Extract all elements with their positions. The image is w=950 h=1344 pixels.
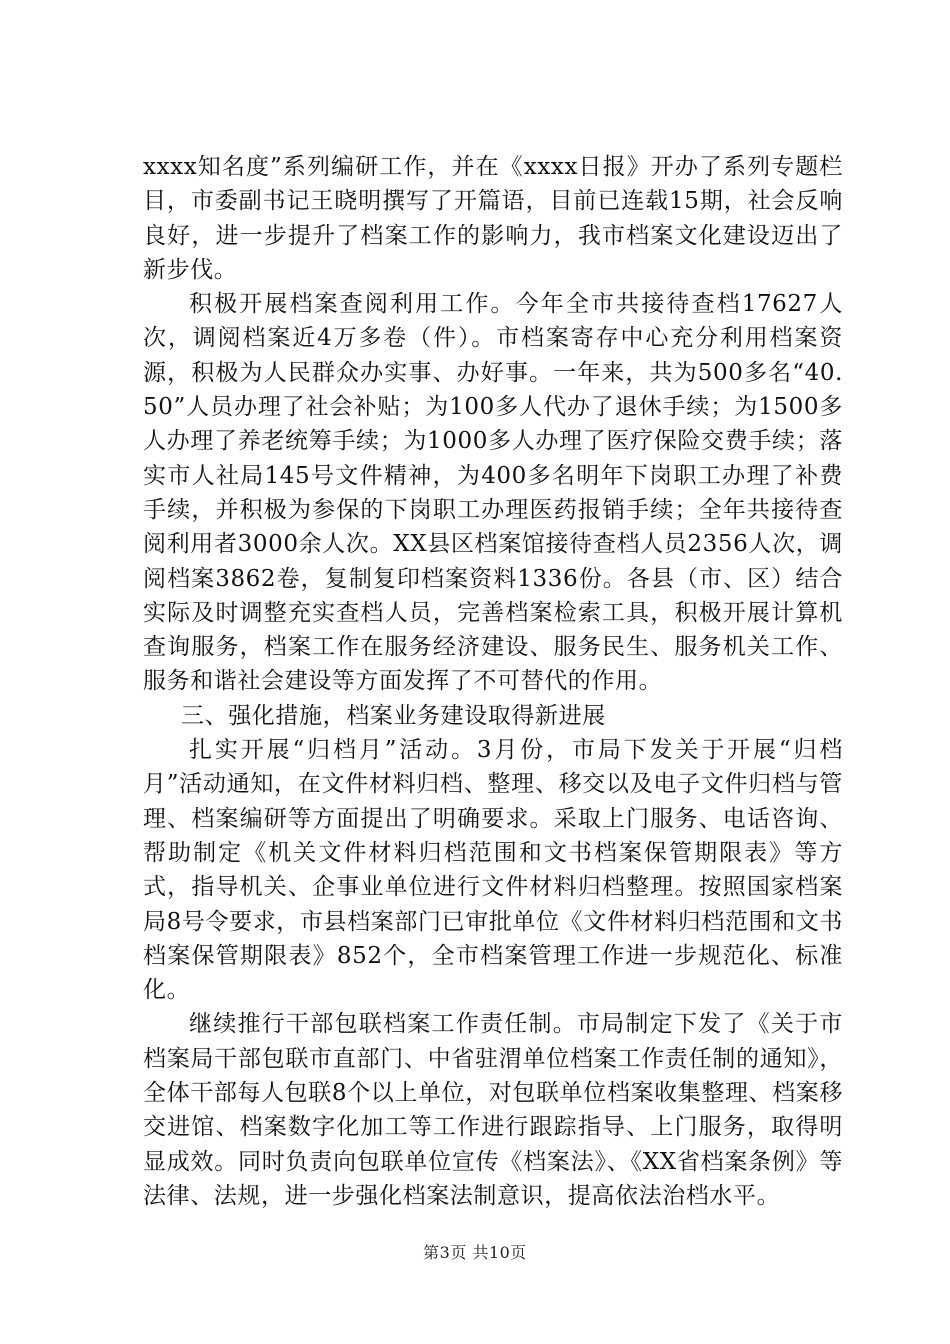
- document-body: [143, 150, 843, 1213]
- paragraph-continuation: xxxx知名度”系列编研工作，并在《xxxx日报》开办了系列专题栏目，市委副书记王晓明撰写了开篇语，目前已连载15期，社会反响良好，进一步提升了档案工作的影响力，我市档案文化建设迈出了新步伐。: [143, 154, 843, 283]
- paragraph-responsibility-system: 继续推行干部包联档案工作责任制。市局制定下发了《关于市档案局干部包联市直部门、中省驻渭单位档案工作责任制的通知》，全体干部每人包联8个以上单位，对包联单位档案收集整理、档案移交进馆、档案数字化加工等工作进行跟踪指导、上门服务，取得明显成效。同时负责向包联单位宣传《档案法》、《XX省档案条例》等法律、法规，进一步强化档案法制意识，提高依法治档水平。: [143, 1011, 843, 1209]
- paragraph-filing-month: 扎实开展“归档月”活动。3月份，市局下发关于开展“归档月”活动通知，在文件材料归档、整理、移交以及电子文件归档与管理、档案编研等方面提出了明确要求。采取上门服务、电话咨询、帮助制定《机关文件材料归档范围和文书档案保管期限表》等方式，指导机关、企事业单位进行文件材料归档整理。按照国家档案局8号令要求，市县档案部门已审批单位《文件材料归档范围和文书档案保管期限表》852个，全市档案管理工作进一步规范化、标准化。: [143, 737, 843, 1004]
- paragraph-archive-access: 积极开展档案查阅利用工作。今年全市共接待查档17627人次，调阅档案近4万多卷（件）。市档案寄存中心充分利用档案资源，积极为人民群众办实事、办好事。一年来，共为500多名“40.50”人员办理了社会补贴；为100多人代办了退休手续；为1500多人办理了养老统筹手续；为1000多人办理了医疗保险交费手续；落实市人社局145号文件精神，为400多名明年下岗职工办理了补费手续，并积极为参保的下岗职工办理医药报销手续；全年共接待查阅利用者3000余人次。XX县区档案馆接待查档人员2356人次，调阅档案3862卷，复制复印档案资料1336份。各县（市、区）结合实际及时调整充实查档人员，完善档案检索工具，积极开展计算机查询服务，档案工作在服务经济建设、服务民生、服务机关工作、服务和谐社会建设等方面发挥了不可替代的作用。: [143, 291, 843, 695]
- section-heading: 三、强化措施，档案业务建设取得新进展: [181, 702, 606, 729]
- page-footer: 第3页 共10页: [423, 1243, 527, 1262]
